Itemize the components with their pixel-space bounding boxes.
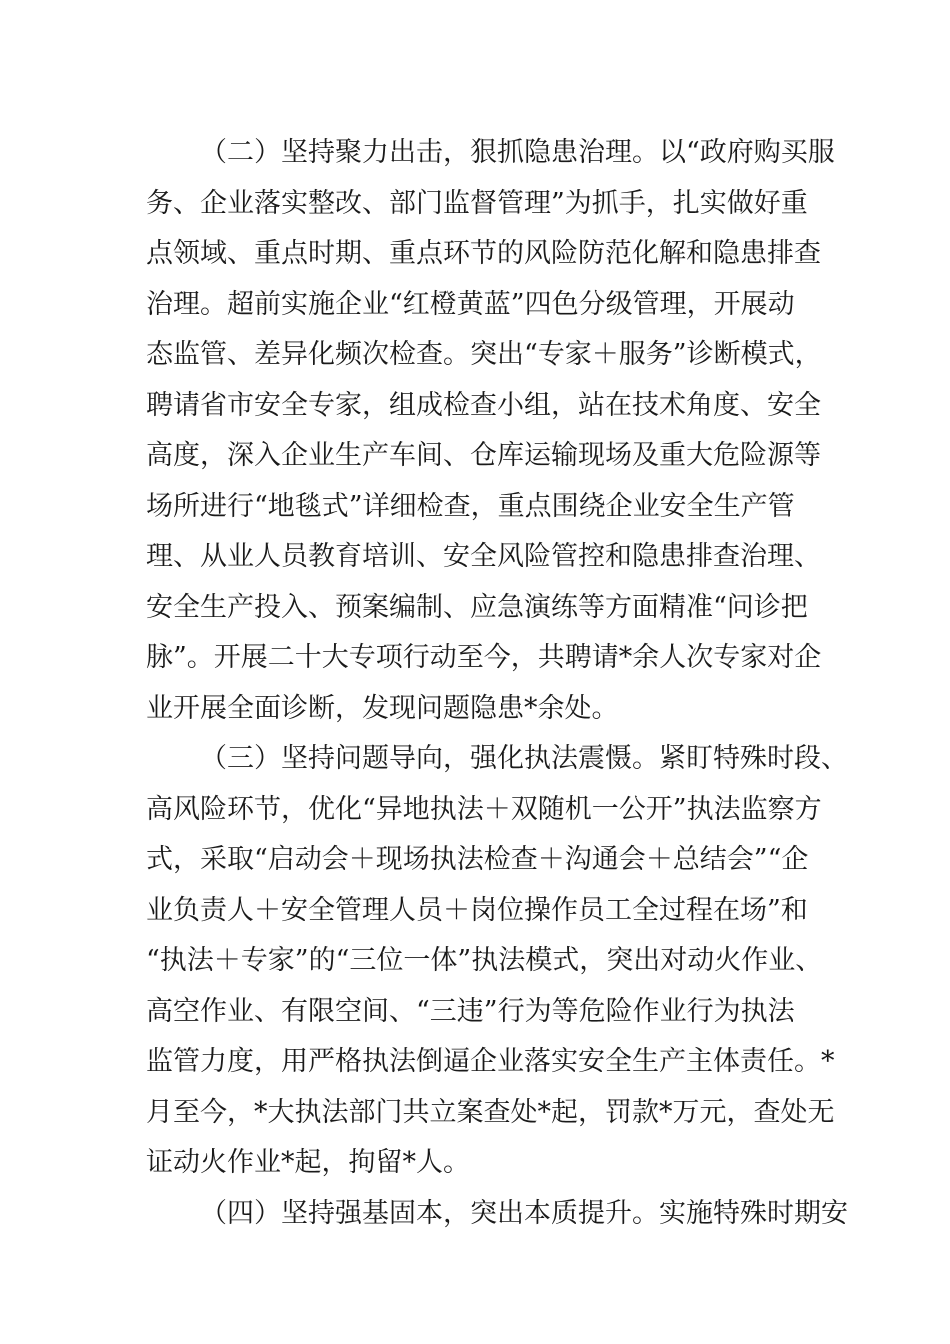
- paragraph-3-line: 式，采取“启动会＋现场执法检查＋沟通会＋总结会”“企: [146, 844, 809, 875]
- paragraph-2-line: 理、从业人员教育培训、安全风险管控和隐患排查治理、: [146, 541, 821, 572]
- paragraph-2-line: 治理。超前实施企业“红橙黄蓝”四色分级管理，开展动: [146, 288, 795, 320]
- paragraph-2-line: （二）坚持聚力出击，狠抓隐患治理。以“政府购买服: [200, 137, 835, 168]
- paragraph-3-line: 高风险环节，优化“异地执法＋双随机一公开”执法监察方: [146, 793, 822, 825]
- paragraph-3-line: （三）坚持问题导向，强化执法震慑。紧盯特殊时段、: [200, 743, 848, 774]
- paragraph-3-line: 月至今，*大执法部门共立案查处*起，罚款*万元，查处无: [146, 1096, 835, 1128]
- document-body: [146, 128, 848, 1239]
- paragraph-2-line: 场所进行“地毯式”详细检查，重点围绕企业安全生产管: [146, 490, 795, 522]
- paragraph-2-line: 脉”。开展二十大专项行动至今，共聘请*余人次专家对企: [146, 642, 822, 673]
- paragraph-2-line: 态监管、差异化频次检查。突出“专家＋服务”诊断模式，: [146, 339, 822, 370]
- paragraph-3-line: “执法＋专家”的“三位一体”执法模式，突出对动火作业、: [146, 945, 823, 976]
- paragraph-3-line: 证动火作业*起，拘留*人。: [146, 1147, 470, 1178]
- paragraph-3-line: 业负责人＋安全管理人员＋岗位操作员工全过程在场”和: [146, 894, 808, 926]
- paragraph-4-line: （四）坚持强基固本，突出本质提升。实施特殊时期安: [200, 1197, 848, 1229]
- paragraph-3-line: 监管力度，用严格执法倒逼企业落实安全生产主体责任。*: [146, 1046, 835, 1077]
- paragraph-2-line: 安全生产投入、预案编制、应急演练等方面精准“问诊把: [146, 591, 808, 623]
- paragraph-2-line: 点领域、重点时期、重点环节的风险防范化解和隐患排查: [146, 238, 821, 269]
- paragraph-3-line: 高空作业、有限空间、“三违”行为等危险作业行为执法: [146, 995, 795, 1027]
- paragraph-2-line: 聘请省市安全专家，组成检查小组，站在技术角度、安全: [146, 389, 821, 421]
- paragraph-2-line: 务、企业落实整改、部门监督管理”为抓手，扎实做好重: [146, 187, 808, 219]
- paragraph-2-line: 高度，深入企业生产车间、仓库运输现场及重大危险源等: [146, 440, 821, 471]
- paragraph-2-line: 业开展全面诊断，发现问题隐患*余处。: [146, 692, 619, 724]
